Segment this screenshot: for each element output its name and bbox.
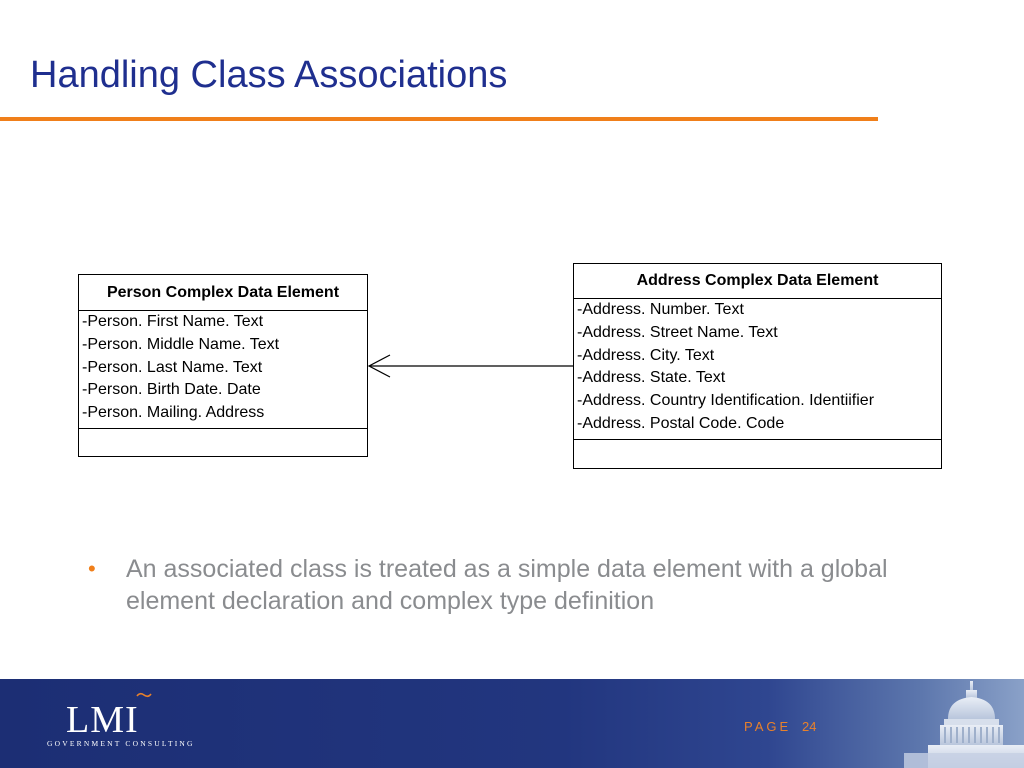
- address-attribute: -Address. Country Identification. Identiifier: [577, 392, 875, 410]
- footer-band: [0, 679, 1024, 768]
- logo-tilde-icon: [136, 692, 152, 698]
- capitol-dome-icon: [844, 679, 1024, 768]
- bullet-marker: •: [88, 556, 96, 581]
- address-attribute: -Address. Number. Text: [577, 301, 744, 318]
- address-attribute: -Address. City. Text: [577, 346, 715, 364]
- person-class-name: Person Complex Data Element: [79, 275, 367, 311]
- logo-subtitle: GOVERNMENT CONSULTING: [47, 739, 195, 748]
- person-attribute: -Person. First Name. Text: [82, 313, 264, 330]
- lmi-logo: LMI: [66, 699, 139, 741]
- page-number: 24: [802, 719, 817, 734]
- address-attribute: -Address. Postal Code. Code: [577, 414, 785, 432]
- person-attribute: -Person. Middle Name. Text: [82, 335, 280, 353]
- page-label: PAGE: [744, 719, 792, 734]
- person-attribute: -Person. Birth Date. Date: [82, 381, 261, 399]
- person-attribute: -Person. Mailing. Address: [82, 404, 265, 422]
- slide-title: Handling Class Associations: [30, 54, 508, 96]
- address-class-name: Address Complex Data Element: [574, 264, 941, 299]
- bullet-text: An associated class is treated as a simple data element with a global element declaration and complex type definition: [126, 555, 888, 615]
- address-attribute: -Address. Street Name. Text: [577, 323, 778, 341]
- person-attribute: -Person. Last Name. Text: [82, 358, 263, 376]
- address-attribute: -Address. State. Text: [577, 369, 726, 387]
